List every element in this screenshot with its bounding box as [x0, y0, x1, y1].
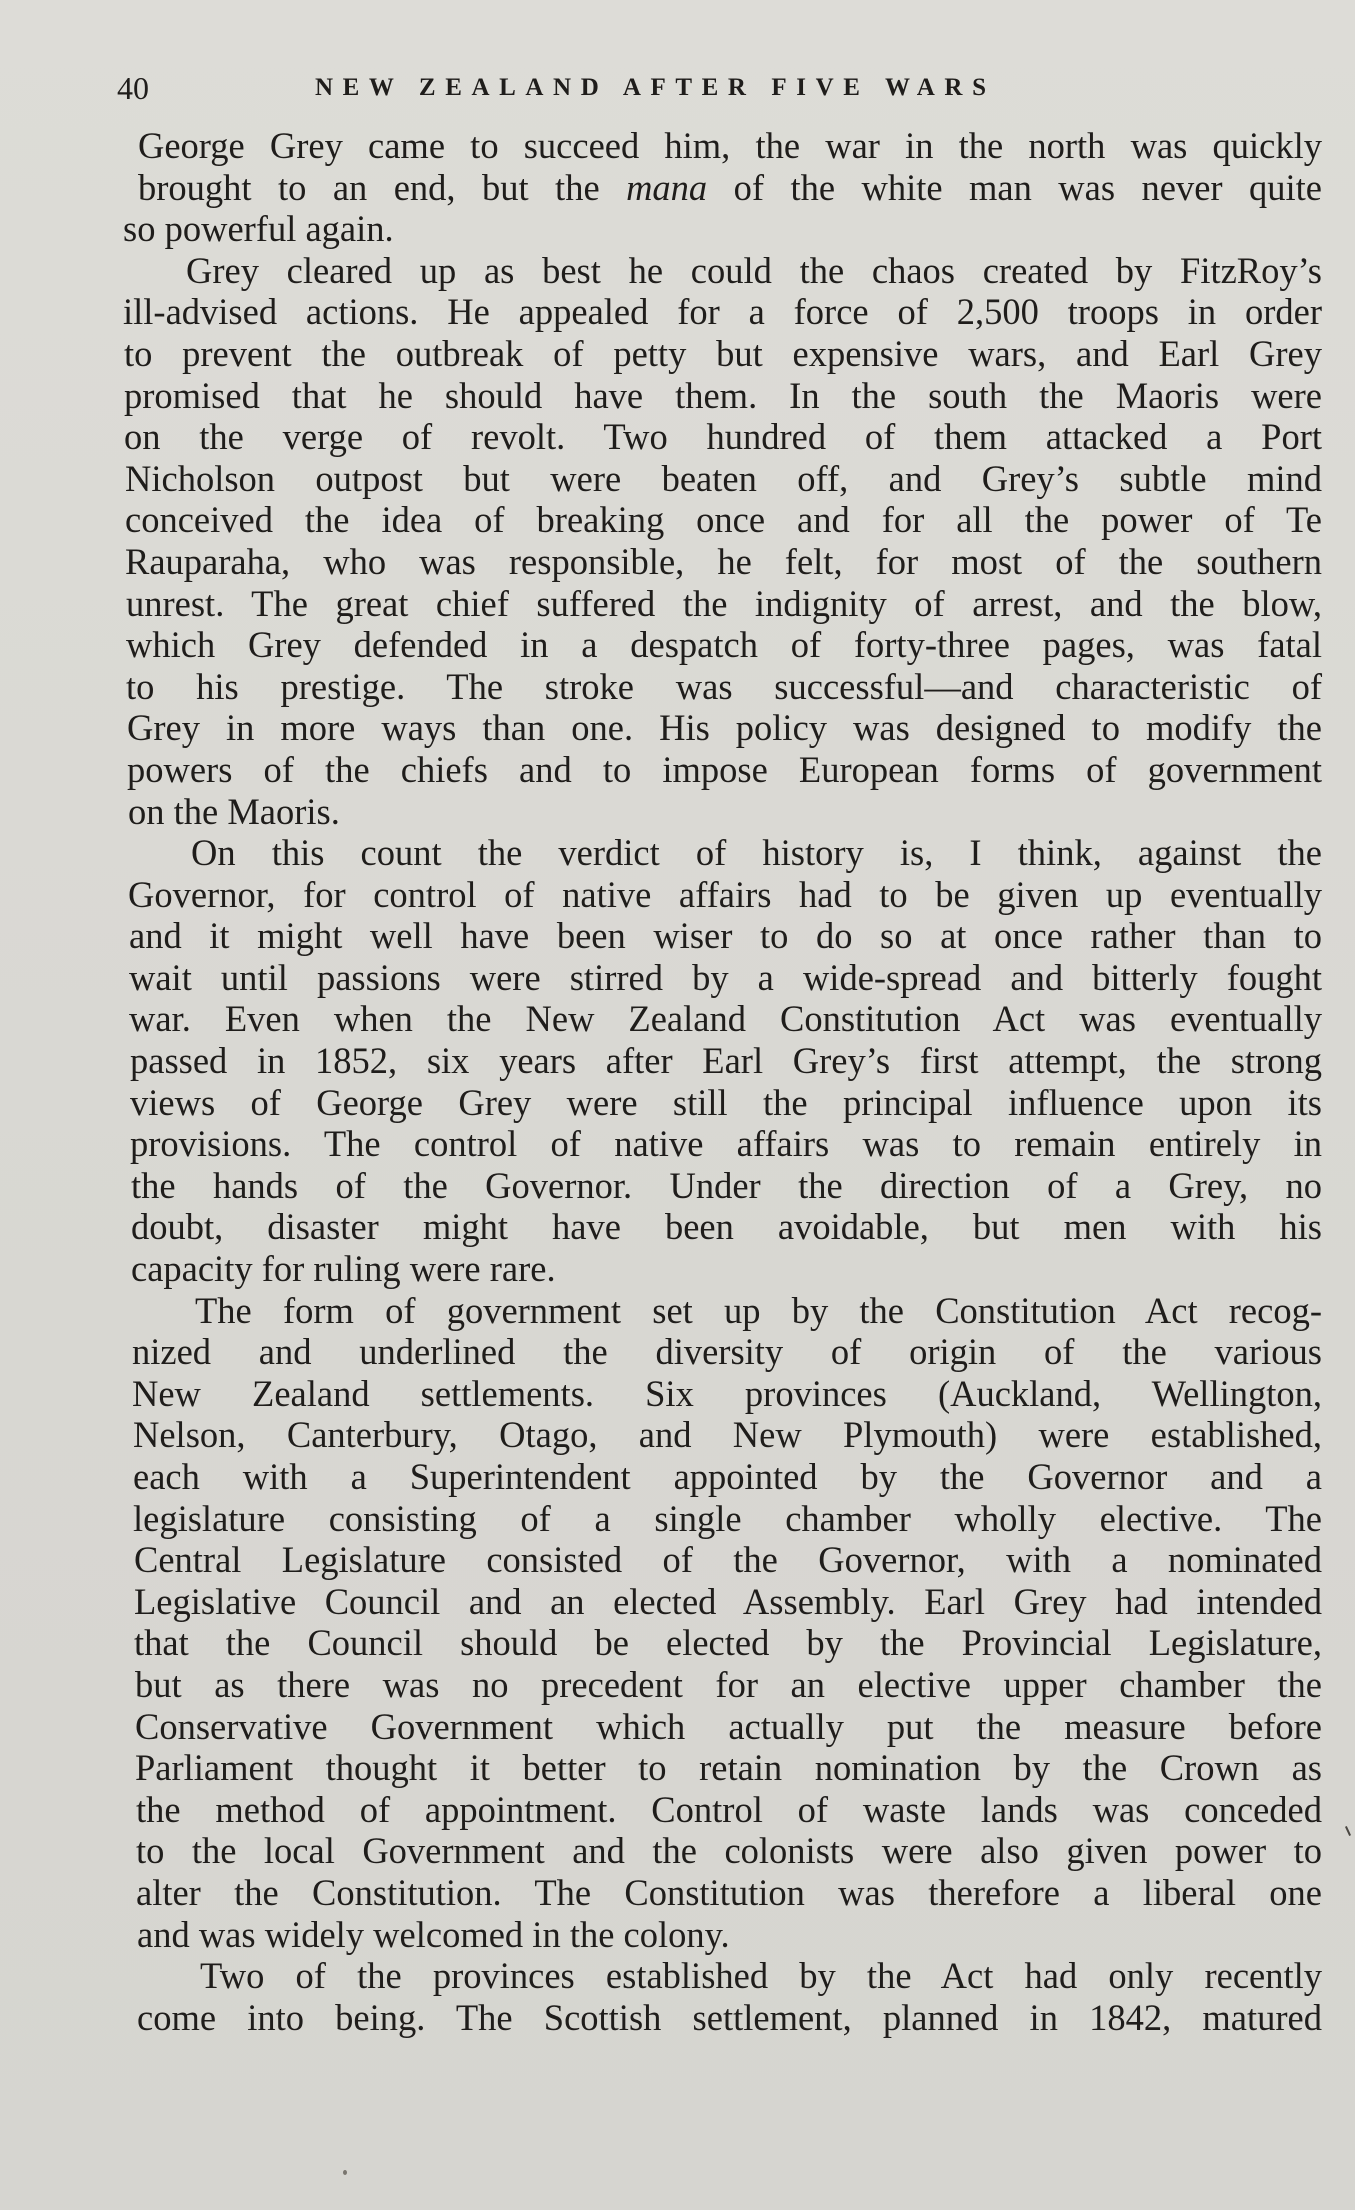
text-line: Governor, for control of native affairs had to be given up eventually [128, 873, 1322, 915]
text-line: the method of appointment. Control of waste lands was conceded [136, 1788, 1322, 1830]
text-line: Grey in more ways than one. His policy was designed to modify the [127, 707, 1322, 749]
text-line: On this count the verdict of history is, I think, against the [191, 832, 1322, 874]
text-line: George Grey came to succeed him, the war in the north was quickly [138, 125, 1322, 166]
text-line: ill-advised actions. He appealed for a force of 2,500 troops in order [123, 291, 1322, 333]
text-line: passed in 1852, six years after Earl Grey’s first attempt, the strong [130, 1040, 1322, 1082]
text-line: New Zealand settlements. Six provinces (Auckland, Wellington, [132, 1372, 1322, 1414]
text-line: Rauparaha, who was responsible, he felt, for most of the southern [125, 540, 1322, 582]
text-line: The form of government set up by the Constitution Act recog- [195, 1289, 1322, 1331]
text-line: on the Maoris. [128, 790, 340, 832]
text-line: alter the Constitution. The Constitution was therefore a liberal one [136, 1871, 1322, 1913]
text-line: on the verge of revolt. Two hundred of them attacked a Port [124, 416, 1322, 458]
text-line: doubt, disaster might have been avoidable, but men with his [131, 1206, 1322, 1248]
text-line: capacity for ruling were rare. [131, 1248, 556, 1290]
text-line: Conservative Government which actually put the measure before [135, 1705, 1322, 1747]
text-line: Two of the provinces established by the Act had only recently [200, 1955, 1322, 1997]
text-line: but as there was no precedent for an elective upper chamber the [135, 1663, 1322, 1705]
text-line: Legislative Council and an elected Assembly. Earl Grey had intended [134, 1580, 1322, 1622]
running-head [117, 66, 1117, 110]
text-line: views of George Grey were still the principal influence upon its [130, 1081, 1322, 1123]
text-line: powers of the chiefs and to impose European forms of government [127, 748, 1322, 790]
text-line: Parliament thought it better to retain nomination by the Crown as [135, 1747, 1322, 1789]
text-line: nized and underlined the diversity of origin of the various [132, 1331, 1322, 1373]
text-line: legislature consisting of a single chamber wholly elective. The [133, 1497, 1322, 1539]
text-line: so powerful again. [123, 208, 394, 250]
text-line: come into being. The Scottish settlement, planned in 1842, matured [137, 1996, 1322, 2038]
text-line: conceived the idea of breaking once and for all the power of Te [125, 499, 1322, 541]
text-line: wait until passions were stirred by a wide-spread and bitterly fought [129, 956, 1322, 998]
page-speck [343, 2170, 347, 2175]
text-line: Nelson, Canterbury, Otago, and New Plymouth) were established, [133, 1414, 1322, 1456]
text-line: brought to an end, but the mana of the white man was never quite [138, 166, 1322, 208]
text-line: each with a Superintendent appointed by the Governor and a [133, 1456, 1322, 1497]
text-line: which Grey defended in a despatch of forty-three pages, was fatal [126, 624, 1322, 666]
text-line: provisions. The control of native affairs was to remain entirely in [130, 1123, 1322, 1165]
text-line: Central Legislature consisted of the Governor, with a nominated [134, 1539, 1322, 1581]
text-line: to prevent the outbreak of petty but expensive wars, and Earl Grey [124, 332, 1322, 374]
page-number: 40 [117, 70, 149, 106]
text-line: to the local Government and the colonists were also given power to [136, 1830, 1322, 1872]
text-line: that the Council should be elected by the Provincial Legislature, [134, 1622, 1322, 1664]
text-line: Nicholson outpost but were beaten off, and Grey’s subtle mind [125, 457, 1322, 499]
text-line: and it might well have been wiser to do so at once rather than to [129, 915, 1322, 957]
italic-word: mana [626, 166, 708, 208]
running-title: NEW ZEALAND AFTER FIVE WARS [315, 74, 996, 101]
text-line: Grey cleared up as best he could the chaos created by FitzRoy’s [186, 249, 1322, 291]
text-line: unrest. The great chief suffered the indignity of arrest, and the blow, [126, 582, 1322, 624]
text-line: to his prestige. The stroke was successful—and characteristic of [126, 665, 1322, 707]
page-mark [1345, 1826, 1351, 1836]
text-line: war. Even when the New Zealand Constitution Act was eventually [129, 998, 1322, 1040]
text-line: promised that he should have them. In the south the Maoris were [124, 374, 1322, 416]
body-text [122, 125, 1322, 2038]
text-line: and was widely welcomed in the colony. [137, 1913, 730, 1955]
text-line: the hands of the Governor. Under the direction of a Grey, no [131, 1164, 1322, 1206]
